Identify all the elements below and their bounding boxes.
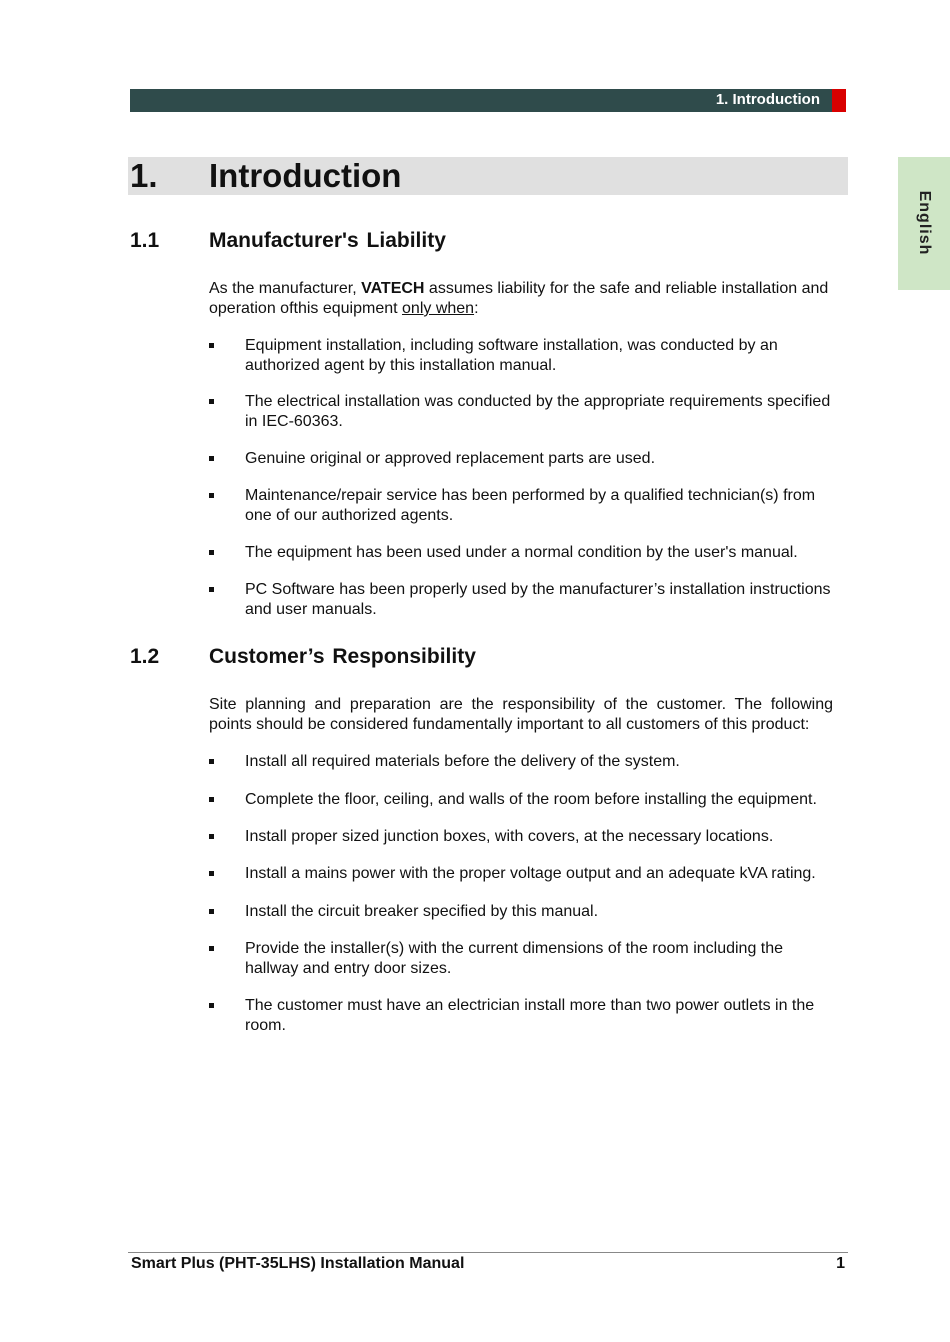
chapter-number: 1. (130, 157, 158, 194)
bullet-marker (209, 399, 214, 404)
section-title: Manufacturer's Liability (209, 229, 446, 252)
section-number: 1.2 (130, 645, 160, 668)
footer-manual-title: Smart Plus (PHT-35LHS) Installation Manual (131, 1255, 465, 1272)
list-item-text: The equipment has been used under a normal condition by the user's manual. (245, 544, 798, 561)
bullet-marker (209, 871, 214, 876)
brand-name: VATECH (361, 280, 425, 297)
bullet-marker (209, 797, 214, 802)
bullet-marker (209, 343, 214, 348)
bullet-marker (209, 456, 214, 461)
section-number: 1.1 (130, 229, 160, 252)
list-item-text: The customer must have an electrician install more than two power outlets in the room. (245, 997, 815, 1034)
list-item-text: PC Software has been properly used by the manufacturer’s installation instructions and user manuals. (245, 581, 831, 618)
bullet-marker (209, 834, 214, 839)
bullet-marker (209, 587, 214, 592)
bullet-marker (209, 946, 214, 951)
intro-text: As the manufacturer, (209, 280, 362, 297)
intro-underline: only when (402, 300, 475, 317)
bullet-marker (209, 493, 214, 498)
chapter-title: Introduction (209, 157, 402, 194)
header-accent (832, 89, 846, 112)
list-item-text: Genuine original or approved replacement parts are used. (245, 450, 656, 467)
list-item-text: Install proper sized junction boxes, with covers, at the necessary locations. (245, 828, 774, 845)
liability-intro (209, 279, 833, 319)
responsibility-intro: Site planning and preparation are the responsibility of the customer. The following points should be considered fundamentally important to all customers of this product: (209, 696, 833, 733)
list-item-text: Install the circuit breaker specified by this manual. (245, 903, 599, 920)
chapter-heading (128, 157, 848, 195)
list-item-text: The electrical installation was conducted by the appropriate requirements specified in IEC-60363. (245, 393, 831, 430)
page-number: 1 (836, 1255, 845, 1272)
header-title: 1. Introduction (715, 91, 820, 108)
language-tab-label: English (916, 190, 933, 256)
bullet-marker (209, 1003, 214, 1008)
bullet-marker (209, 550, 214, 555)
list-item-text: Complete the floor, ceiling, and walls of the room before installing the equipment. (245, 791, 817, 808)
section-title: Customer’s Responsibility (209, 645, 476, 668)
footer-divider (128, 1252, 848, 1253)
bullet-marker (209, 909, 214, 914)
intro-text: assumes liability for the safe and reliable installation and operation ofthis equipment (209, 280, 829, 317)
list-item-text: Equipment installation, including software installation, was conducted by an authorized agent by this installation manual. (245, 337, 778, 374)
list-item-text: Maintenance/repair service has been performed by a qualified technician(s) from one of our authorized agents. (245, 487, 816, 524)
list-item-text: Install a mains power with the proper voltage output and an adequate kVA rating. (245, 865, 816, 882)
bullet-marker (209, 759, 214, 764)
list-item-text: Provide the installer(s) with the current dimensions of the room including the hallway and entry door sizes. (245, 940, 784, 977)
list-item-text: Install all required materials before the delivery of the system. (245, 753, 680, 770)
intro-text: : (474, 300, 479, 317)
